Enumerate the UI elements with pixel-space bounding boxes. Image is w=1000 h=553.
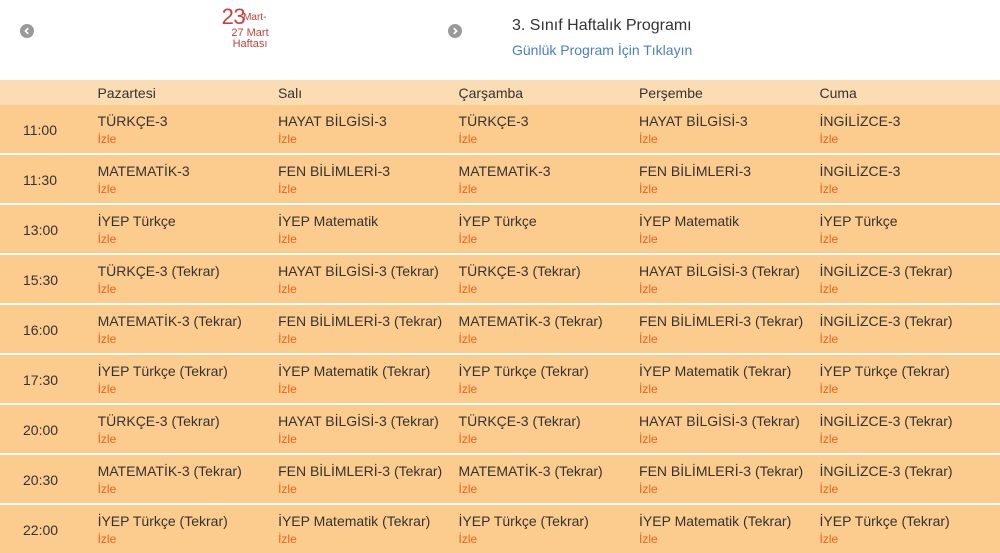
schedule-cell (820, 255, 1000, 303)
table-row (0, 455, 1000, 503)
course-name: TÜRKÇE-3 (Tekrar) (97, 413, 220, 429)
watch-link[interactable]: İzle (278, 332, 297, 346)
watch-link[interactable]: İzle (278, 232, 297, 246)
day-header: Cuma (819, 85, 857, 101)
course-name: İYEP Matematik (Tekrar) (639, 363, 792, 379)
watch-link[interactable]: İzle (97, 382, 117, 396)
schedule-cell (459, 205, 639, 253)
page-title: 3. Sınıf Haftalık Programı (512, 17, 692, 34)
course-name: FEN BİLİMLERİ-3 (Tekrar) (639, 313, 804, 329)
course-name: FEN BİLİMLERİ-3 (Tekrar) (639, 463, 804, 479)
schedule-cell (98, 205, 278, 253)
course-name: TÜRKÇE-3 (458, 113, 529, 129)
watch-link[interactable]: İzle (819, 282, 839, 296)
schedule-cell (278, 305, 458, 353)
schedule-cell (639, 255, 819, 303)
course-name: İYEP Türkçe (Tekrar) (819, 513, 950, 529)
watch-link[interactable]: İzle (458, 432, 478, 446)
time-slot: 20:00 (23, 422, 59, 438)
daily-program-link[interactable]: Günlük Program İçin Tıklayın (512, 42, 693, 58)
schedule-cell (639, 205, 819, 253)
chevron-right-icon[interactable] (448, 24, 462, 38)
watch-link[interactable]: İzle (278, 432, 297, 446)
watch-link[interactable]: İzle (639, 232, 658, 246)
course-name: MATEMATİK-3 (458, 163, 551, 179)
course-name: HAYAT BİLGİSİ-3 (Tekrar) (278, 413, 439, 429)
schedule-cell (820, 205, 1000, 253)
course-name: İYEP Türkçe (458, 213, 537, 229)
table-body (0, 105, 1000, 553)
week-label: Haftası (232, 38, 268, 50)
watch-link[interactable]: İzle (97, 432, 117, 446)
table-row (0, 205, 1000, 253)
watch-link[interactable]: İzle (458, 332, 478, 346)
schedule-cell (98, 505, 278, 553)
time-slot: 11:00 (23, 122, 57, 138)
table-row (0, 305, 1000, 353)
schedule-cell (98, 405, 278, 453)
schedule-cell (639, 155, 819, 203)
schedule-cell (459, 505, 639, 553)
course-name: İYEP Türkçe (Tekrar) (458, 513, 589, 529)
watch-link[interactable]: İzle (819, 532, 839, 546)
schedule-cell (278, 505, 458, 553)
schedule-cell (278, 355, 458, 403)
course-name: MATEMATİK-3 (Tekrar) (458, 463, 603, 479)
time-slot: 11:30 (23, 172, 57, 188)
watch-link[interactable]: İzle (639, 332, 658, 346)
day-header: Salı (277, 85, 303, 101)
watch-link[interactable]: İzle (458, 382, 478, 396)
time-slot: 13:00 (23, 222, 59, 238)
schedule-cell (98, 155, 278, 203)
watch-link[interactable]: İzle (458, 132, 478, 146)
course-name: HAYAT BİLGİSİ-3 (Tekrar) (278, 263, 439, 279)
watch-link[interactable]: İzle (819, 482, 839, 496)
table-row (0, 255, 1000, 303)
watch-link[interactable]: İzle (97, 282, 117, 296)
time-slot: 20:30 (23, 472, 59, 488)
table-header (0, 80, 1000, 105)
course-name: HAYAT BİLGİSİ-3 (278, 113, 387, 129)
course-name: İNGİLİZCE-3 (Tekrar) (819, 413, 953, 429)
schedule-cell (278, 255, 458, 303)
course-name: TÜRKÇE-3 (97, 113, 168, 129)
watch-link[interactable]: İzle (278, 282, 297, 296)
schedule-cell (820, 405, 1000, 453)
watch-link[interactable]: İzle (97, 532, 117, 546)
watch-link[interactable]: İzle (639, 382, 658, 396)
course-name: FEN BİLİMLERİ-3 (278, 163, 391, 179)
time-slot: 15:30 (23, 272, 59, 288)
schedule-cell (98, 355, 278, 403)
table-row (0, 355, 1000, 403)
watch-link[interactable]: İzle (639, 282, 658, 296)
watch-link[interactable]: İzle (278, 132, 297, 146)
watch-link[interactable]: İzle (458, 532, 478, 546)
schedule-cell (278, 155, 458, 203)
watch-link[interactable]: İzle (819, 382, 839, 396)
week-end-date: 27 Mart (231, 27, 269, 39)
schedule-cell (278, 455, 458, 503)
schedule-cell (98, 305, 278, 353)
course-name: İNGİLİZCE-3 (Tekrar) (819, 463, 953, 479)
course-name: İNGİLİZCE-3 (819, 163, 901, 179)
schedule-cell (459, 105, 639, 153)
watch-link[interactable]: İzle (97, 132, 117, 146)
watch-link[interactable]: İzle (819, 232, 839, 246)
table-row (0, 505, 1000, 553)
day-header: Perşembe (638, 85, 703, 101)
schedule-cell (820, 305, 1000, 353)
week-start-month: Mart- (243, 12, 267, 23)
watch-link[interactable]: İzle (819, 182, 839, 196)
watch-link[interactable]: İzle (639, 432, 658, 446)
watch-link[interactable]: İzle (278, 482, 297, 496)
time-column-header (0, 80, 97, 105)
course-name: İYEP Matematik (Tekrar) (278, 363, 431, 379)
watch-link[interactable]: İzle (97, 182, 117, 196)
schedule-cell (459, 455, 639, 503)
course-name: TÜRKÇE-3 (Tekrar) (458, 263, 581, 279)
schedule-cell (820, 155, 1000, 203)
watch-link[interactable]: İzle (819, 432, 839, 446)
watch-link[interactable]: İzle (97, 482, 117, 496)
watch-link[interactable]: İzle (639, 482, 658, 496)
watch-link[interactable]: İzle (97, 232, 117, 246)
table-row (0, 405, 1000, 453)
schedule-cell (459, 355, 639, 403)
course-name: İNGİLİZCE-3 (Tekrar) (819, 263, 953, 279)
watch-link[interactable]: İzle (819, 132, 839, 146)
course-name: TÜRKÇE-3 (Tekrar) (97, 263, 220, 279)
schedule-cell (459, 155, 639, 203)
course-name: İNGİLİZCE-3 (Tekrar) (819, 313, 953, 329)
schedule-cell (98, 255, 278, 303)
watch-link[interactable]: İzle (278, 182, 297, 196)
time-slot: 16:00 (23, 322, 59, 338)
watch-link[interactable]: İzle (819, 332, 839, 346)
schedule-cell (820, 355, 1000, 403)
schedule-cell (639, 105, 819, 153)
day-header: Çarşamba (458, 85, 524, 101)
course-name: HAYAT BİLGİSİ-3 (Tekrar) (639, 263, 800, 279)
watch-link[interactable]: İzle (458, 182, 478, 196)
time-slot: 22:00 (23, 522, 59, 538)
course-name: MATEMATİK-3 (Tekrar) (97, 463, 242, 479)
watch-link[interactable]: İzle (278, 532, 297, 546)
course-name: İYEP Matematik (Tekrar) (278, 513, 431, 529)
watch-link[interactable]: İzle (97, 332, 117, 346)
schedule-cell (278, 105, 458, 153)
schedule-cell (98, 455, 278, 503)
watch-link[interactable]: İzle (458, 282, 478, 296)
table-row (0, 105, 1000, 153)
schedule-cell (459, 255, 639, 303)
schedule-cell (639, 405, 819, 453)
schedule-cell (98, 105, 278, 153)
course-name: FEN BİLİMLERİ-3 (Tekrar) (278, 463, 443, 479)
course-name: İYEP Matematik (278, 213, 379, 229)
chevron-left-icon[interactable] (20, 24, 34, 38)
schedule-cell (278, 205, 458, 253)
watch-link[interactable]: İzle (458, 482, 478, 496)
watch-link[interactable]: İzle (639, 532, 658, 546)
course-name: İYEP Matematik (639, 213, 740, 229)
course-name: TÜRKÇE-3 (Tekrar) (458, 413, 581, 429)
course-name: HAYAT BİLGİSİ-3 (Tekrar) (639, 413, 800, 429)
schedule-header (0, 0, 1000, 80)
day-header: Pazartesi (97, 85, 156, 101)
schedule-cell (459, 405, 639, 453)
course-name: İYEP Türkçe (Tekrar) (819, 363, 950, 379)
watch-link[interactable]: İzle (458, 232, 478, 246)
course-name: HAYAT BİLGİSİ-3 (639, 113, 748, 129)
course-name: MATEMATİK-3 (97, 163, 190, 179)
week-start-day: 23 (221, 4, 246, 29)
schedule-cell (459, 305, 639, 353)
watch-link[interactable]: İzle (639, 182, 658, 196)
course-name: İYEP Türkçe (Tekrar) (97, 513, 228, 529)
table-row (0, 155, 1000, 203)
schedule-cell (639, 355, 819, 403)
schedule-cell (820, 455, 1000, 503)
watch-link[interactable]: İzle (278, 382, 297, 396)
schedule-cell (820, 105, 1000, 153)
course-name: MATEMATİK-3 (Tekrar) (97, 313, 242, 329)
schedule-cell (278, 405, 458, 453)
course-name: MATEMATİK-3 (Tekrar) (458, 313, 603, 329)
watch-link[interactable]: İzle (639, 132, 658, 146)
schedule-cell (820, 505, 1000, 553)
schedule-cell (639, 505, 819, 553)
course-name: İNGİLİZCE-3 (819, 113, 901, 129)
course-name: FEN BİLİMLERİ-3 (639, 163, 752, 179)
course-name: İYEP Matematik (Tekrar) (639, 513, 792, 529)
time-slot: 17:30 (23, 372, 59, 388)
course-name: İYEP Türkçe (97, 213, 176, 229)
schedule-cell (639, 305, 819, 353)
schedule-cell (639, 455, 819, 503)
week-range (205, 4, 285, 50)
course-name: İYEP Türkçe (Tekrar) (458, 363, 589, 379)
course-name: FEN BİLİMLERİ-3 (Tekrar) (278, 313, 443, 329)
weekly-schedule-table (0, 80, 1000, 552)
course-name: İYEP Türkçe (819, 213, 898, 229)
course-name: İYEP Türkçe (Tekrar) (97, 363, 228, 379)
